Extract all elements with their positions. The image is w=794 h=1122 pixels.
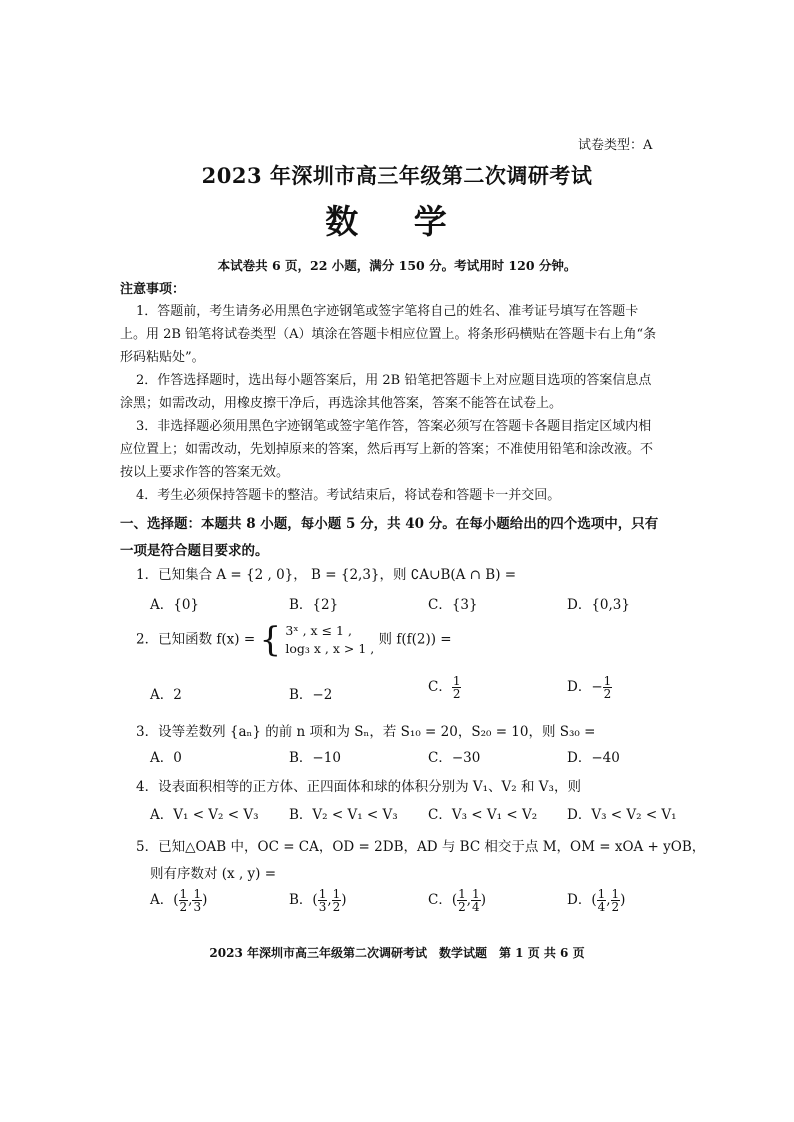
option-label: A．( <box>150 892 179 908</box>
q2-option-d-fraction <box>603 675 613 700</box>
paper-type-label: 试卷类型：A <box>578 138 653 153</box>
notice-item-1: 1．答题前，考生请务必用黑色字迹钢笔或签字笔将自己的姓名、准考证号填写在答题卡上。用 2B 铅笔将试卷类型（A）填涂在答题卡相应位置上。将条形码横贴在答题卡右上角“条形码粘贴处”。 <box>120 304 657 365</box>
fraction-numerator: 1 <box>179 887 188 901</box>
page-footer: 2023 年深圳市高三年级第二次调研考试 数学试题 第 1 页 共 6 页 <box>209 946 585 960</box>
q5-option-c: C．( $\frac{1}{2}$ , $\frac{1}{4}$ ) <box>428 887 486 914</box>
fraction-numerator: 1 <box>603 674 612 688</box>
q4-option-c: C．V₃ < V₁ < V₂ <box>428 807 538 823</box>
fraction-numerator: 1 <box>193 887 202 901</box>
q2-stem-prefix: 2．已知函数 f(x) = <box>136 631 256 648</box>
fraction-numerator: 1 <box>597 887 606 901</box>
q2-option-d-label: D．− <box>567 679 603 695</box>
q1-option-d: D．{0,3} <box>567 597 630 613</box>
fraction-denominator: 2 <box>179 900 188 914</box>
fraction-y <box>611 888 621 913</box>
q5-option-a: A．( $\frac{1}{2}$ , $\frac{1}{3}$ ) <box>150 887 208 914</box>
fraction-denominator: 2 <box>452 687 461 701</box>
question-4-stem: 4．设表面积相等的正方体、正四面体和球的体积分别为 V₁、V₂ 和 V₃，则 <box>136 779 581 795</box>
question-5-stem-line-2: 则有序数对 (x , y) = <box>150 866 277 882</box>
q3-option-a: A．0 <box>150 750 182 766</box>
notice-item-4: 4．考生必须保持答题卡的整洁。考试结束后，将试卷和答题卡一并交回。 <box>136 488 561 503</box>
fraction-denominator: 2 <box>458 900 466 914</box>
q2-stem-suffix: 则 f(f(2)) = <box>378 631 452 648</box>
question-2-stem <box>136 622 452 658</box>
fraction-x <box>597 888 607 913</box>
notice-item-2: 2．作答选择题时，选出每小题答案后，用 2B 铅笔把答题卡上对应题目选项的答案信息点涂黑；如需改动，用橡皮擦干净后，再选涂其他答案，答案不能答在试卷上。 <box>120 373 652 411</box>
option-label: C．( <box>428 892 458 908</box>
fraction-numerator: 1 <box>611 887 620 901</box>
q3-option-c: C．−30 <box>428 750 481 766</box>
fraction-numerator: 1 <box>318 887 327 901</box>
fraction-denominator: 4 <box>597 900 606 914</box>
q2-option-d <box>567 675 612 700</box>
exam-info-line: 本试卷共 6 页，22 小题，满分 150 分。考试用时 120 分钟。 <box>217 258 577 273</box>
piecewise-cases <box>285 622 374 658</box>
subject-title: 数 学 <box>325 202 469 241</box>
q5-option-d: D．( $\frac{1}{4}$ , $\frac{1}{2}$ ) <box>567 887 626 914</box>
q4-option-b: B．V₂ < V₁ < V₃ <box>289 807 398 823</box>
q2-option-a: A．2 <box>150 687 182 703</box>
q3-option-b: B．−10 <box>289 750 341 766</box>
fraction-x <box>179 888 189 913</box>
q4-option-a: A．V₁ < V₂ < V₃ <box>150 807 259 823</box>
question-3-stem: 3．设等差数列 {aₙ} 的前 n 项和为 Sₙ，若 S₁₀ = 20，S₂₀ = 10，则 S₃₀ = <box>136 724 596 740</box>
q1-option-b: B．{2} <box>289 597 339 613</box>
q1-option-a: A．{0} <box>150 597 200 613</box>
fraction-numerator: 1 <box>458 887 466 901</box>
q2-option-c-label: C． <box>428 679 452 695</box>
q1-option-c: C．{3} <box>428 597 478 613</box>
q3-option-d: D．−40 <box>567 750 620 766</box>
fraction-numerator: 1 <box>452 674 461 688</box>
piecewise-brace: { <box>259 620 282 660</box>
notice-item-3: 3．非选择题必须用黑色字迹钢笔或签字笔作答，答案必须写在答题卡各题目指定区域内相应位置上；如需改动，先划掉原来的答案，然后再写上新的答案；不准使用铅笔和涂改液。不按以上要求作答的答案无效。 <box>120 419 654 480</box>
fraction-denominator: 4 <box>472 900 480 914</box>
notice-heading: 注意事项： <box>120 282 186 297</box>
fraction-denominator: 3 <box>318 900 327 914</box>
q2-option-c-fraction <box>452 675 462 700</box>
q2-option-c <box>428 675 461 700</box>
fraction-denominator: 2 <box>611 900 620 914</box>
option-label: D．( <box>567 892 597 908</box>
fraction-denominator: 2 <box>332 900 341 914</box>
fraction-x <box>318 888 328 913</box>
fraction-denominator: 3 <box>193 900 202 914</box>
q4-option-d: D．V₃ < V₂ < V₁ <box>567 807 677 823</box>
q2-case-1: 3ˣ , x ≤ 1 , <box>285 623 352 638</box>
fraction-numerator: 1 <box>472 887 480 901</box>
fraction-y <box>471 888 481 913</box>
q5-option-b: B．( $\frac{1}{3}$ , $\frac{1}{2}$ ) <box>289 887 347 914</box>
q2-case-2: log₃ x , x > 1 , <box>285 641 375 656</box>
exam-title: 2023 年深圳市高三年级第二次调研考试 <box>201 163 593 188</box>
fraction-x <box>457 888 467 913</box>
fraction-numerator: 1 <box>332 887 341 901</box>
fraction-y <box>332 888 342 913</box>
section-heading: 一、选择题：本题共 8 小题，每小题 5 分，共 40 分。在每小题给出的四个选项中，只有一项是符合题目要求的。 <box>120 516 659 559</box>
question-1-stem: 1．已知集合 A = {2 , 0}， B = {2,3}，则 ∁A∪B(A ∩ B) = <box>136 567 517 583</box>
question-5-stem-line-1: 5．已知△OAB 中，OC = CA，OD = 2DB，AD 与 BC 相交于点 M，OM = xOA + yOB， <box>136 839 706 855</box>
q2-option-b: B．−2 <box>289 687 333 703</box>
fraction-y <box>192 888 202 913</box>
fraction-denominator: 2 <box>603 687 612 701</box>
option-label: B．( <box>289 892 318 908</box>
